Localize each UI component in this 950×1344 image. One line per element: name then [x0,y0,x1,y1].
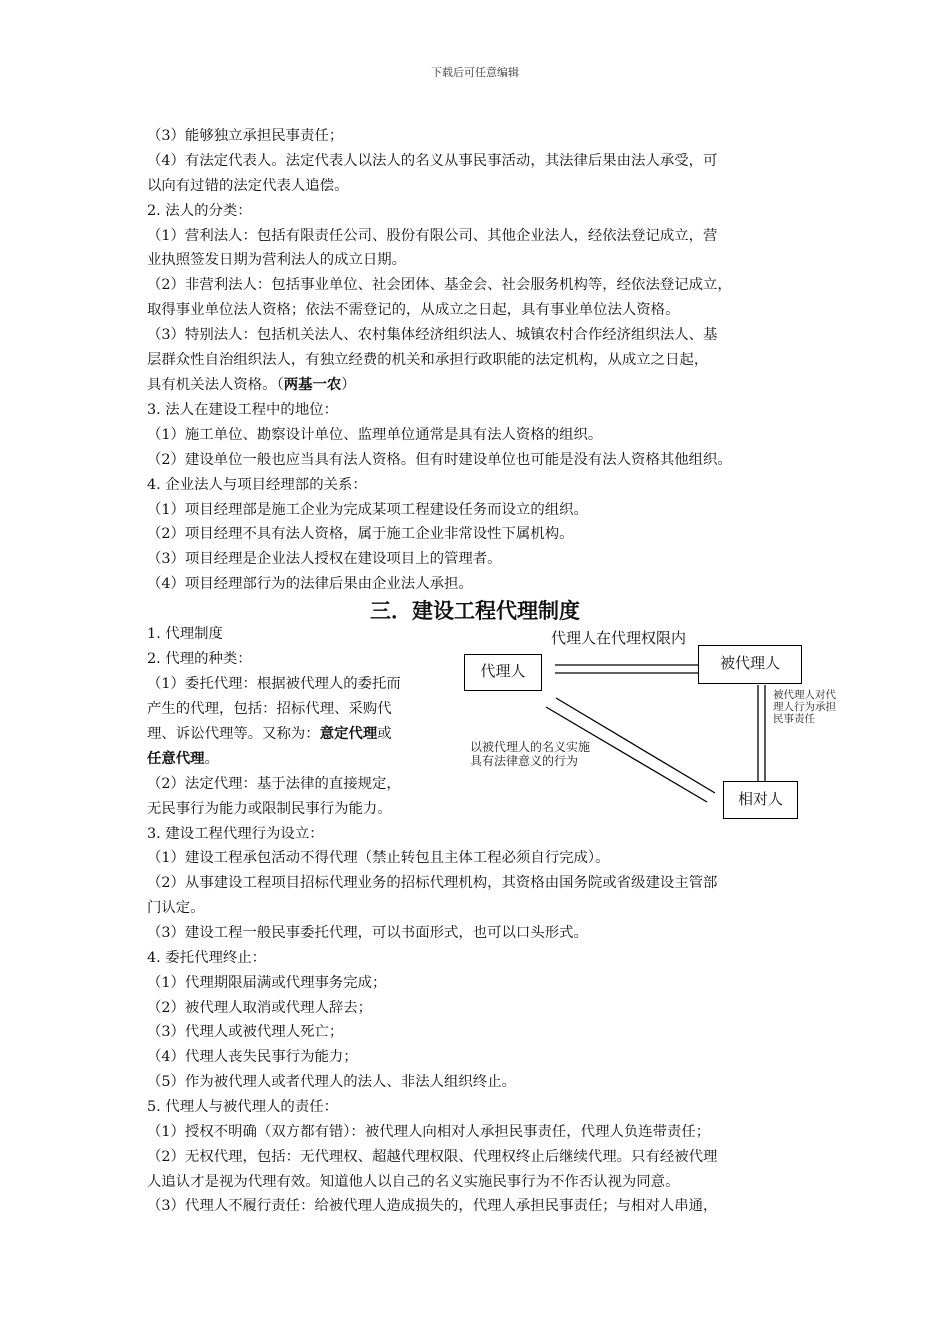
text-line: （1）施工单位、勘察设计单位、监理单位通常是具有法人资格的组织。 [147,427,603,443]
note-line: 民事责任 [773,713,815,725]
heading-line: 3. 法人在建设工程中的地位： [147,402,338,418]
text-line: （1）授权不明确（双方都有错）：被代理人向相对人承担民事责任，代理人负连带责任； [147,1124,711,1140]
text-line: （3）代理人不履行责任：给被代理人造成损失的，代理人承担民事责任；与相对人串通， [147,1198,718,1214]
text-line: （2）从事建设工程项目招标代理业务的招标代理机构，其资格由国务院或省级建设主管部 [147,875,718,891]
text-line: （4）项目经理部行为的法律后果由企业法人承担。 [147,576,473,592]
left-note [470,740,590,768]
text-line: （3）能够独立承担民事责任； [147,128,344,144]
text-line: （4）代理人丧失民事行为能力； [147,1049,358,1065]
principal-box: 被代理人 [698,645,802,684]
agent-box: 代理人 [464,654,542,691]
note-line: 具有法律意义的行为 [470,754,579,768]
bold-keyword: 两基一农 [283,376,342,393]
heading-line: 2. 法人的分类： [147,203,252,219]
text-line: 人追认才是视为代理有效。知道他人以自己的名义实施民事行为不作否认视为同意。 [147,1174,680,1190]
text-line: 取得事业单位法人资格；依法不需登记的，从成立之日起，具有事业单位法人资格。 [147,302,680,318]
text-line: 以向有过错的法定代表人追偿。 [147,178,349,194]
text-line: （1）营利法人：包括有限责任公司、股份有限公司、其他企业法人，经依法登记成立，营 [147,228,718,244]
text-span: 。 [204,751,219,767]
section-title: 三．建设工程代理制度 [370,599,580,623]
text-line: （4）有法定代表人。法定代表人以法人的名义从事民事活动，其法律后果由法人承受，可 [147,153,718,169]
text-line: （1）委托代理：根据被代理人的委托而 [147,676,401,692]
heading-line: 5. 代理人与被代理人的责任： [147,1099,338,1115]
note-line: 理人行为承担 [773,701,836,713]
text-line: （2）非营利法人：包括事业单位、社会团体、基金会、社会服务机构等，经依法登记成立， [147,277,732,293]
text-line: （2）项目经理不具有法人资格，属于施工企业非常设性下属机构。 [147,526,574,542]
text-line: 业执照签发日期为营利法人的成立日期。 [147,252,407,268]
text-line: （2）被代理人取消或代理人辞去； [147,1000,373,1016]
page-header: 下载后可任意编辑 [431,66,519,79]
text-span: 理、诉讼代理等。又称为： [147,726,320,742]
right-note [773,689,836,725]
text-line: （3）特别法人：包括机关法人、农村集体经济组织法人、城镇农村合作经济组织法人、基 [147,327,718,343]
note-line: 以被代理人的名义实施 [470,740,591,754]
note-line: 被代理人对代 [773,689,836,701]
heading-line: 3. 建设工程代理行为设立： [147,826,324,842]
text-line: 门认定。 [147,900,205,916]
text-line: （3）建设工程一般民事委托代理，可以书面形式，也可以口头形式。 [147,925,588,941]
text-line: （2）法定代理：基于法律的直接规定， [147,776,401,792]
text-line: （5）作为被代理人或者代理人的法人、非法人组织终止。 [147,1074,516,1090]
diagram-top-label: 代理人在代理权限内 [551,629,687,647]
text-line: （3）代理人或被代理人死亡； [147,1024,344,1040]
heading-line: 4. 委托代理终止： [147,950,267,966]
text-line: （2）建设单位一般也应当具有法人资格。但有时建设单位也可能是没有法人资格其他组织。 [147,452,732,468]
bold-keyword: 任意代理 [147,750,205,767]
text-line: （2）无权代理，包括：无代理权、超越代理权限、代理权终止后继续代理。只有经被代理 [147,1149,718,1165]
text-line: 无民事行为能力或限制民事行为能力。 [147,801,392,817]
text-span: 具有机关法人资格。（ [147,377,284,393]
bold-keyword: 意定代理 [319,725,378,742]
text-line: （3）项目经理是企业法人授权在建设项目上的管理者。 [147,551,502,567]
heading-line: 4. 企业法人与项目经理部的关系： [147,477,367,493]
text-line: 产生的代理，包括：招标代理、采购代 [147,701,392,717]
heading-line: 2. 代理的种类： [147,651,252,667]
third-party-box: 相对人 [723,781,798,819]
text-line: 层群众性自治组织法人，有独立经费的机关和承担行政职能的法定机构，从成立之日起， [147,352,709,368]
text-span: 或 [377,726,392,742]
text-line: （1）项目经理部是施工企业为完成某项工程建设任务而设立的组织。 [147,502,588,518]
text-line: （1）建设工程承包活动不得代理（禁止转包且主体工程必须自行完成）。 [147,850,610,866]
text-span: ） [341,377,356,393]
heading-line: 1. 代理制度 [147,626,223,642]
text-line: （1）代理期限届满或代理事务完成； [147,975,387,991]
